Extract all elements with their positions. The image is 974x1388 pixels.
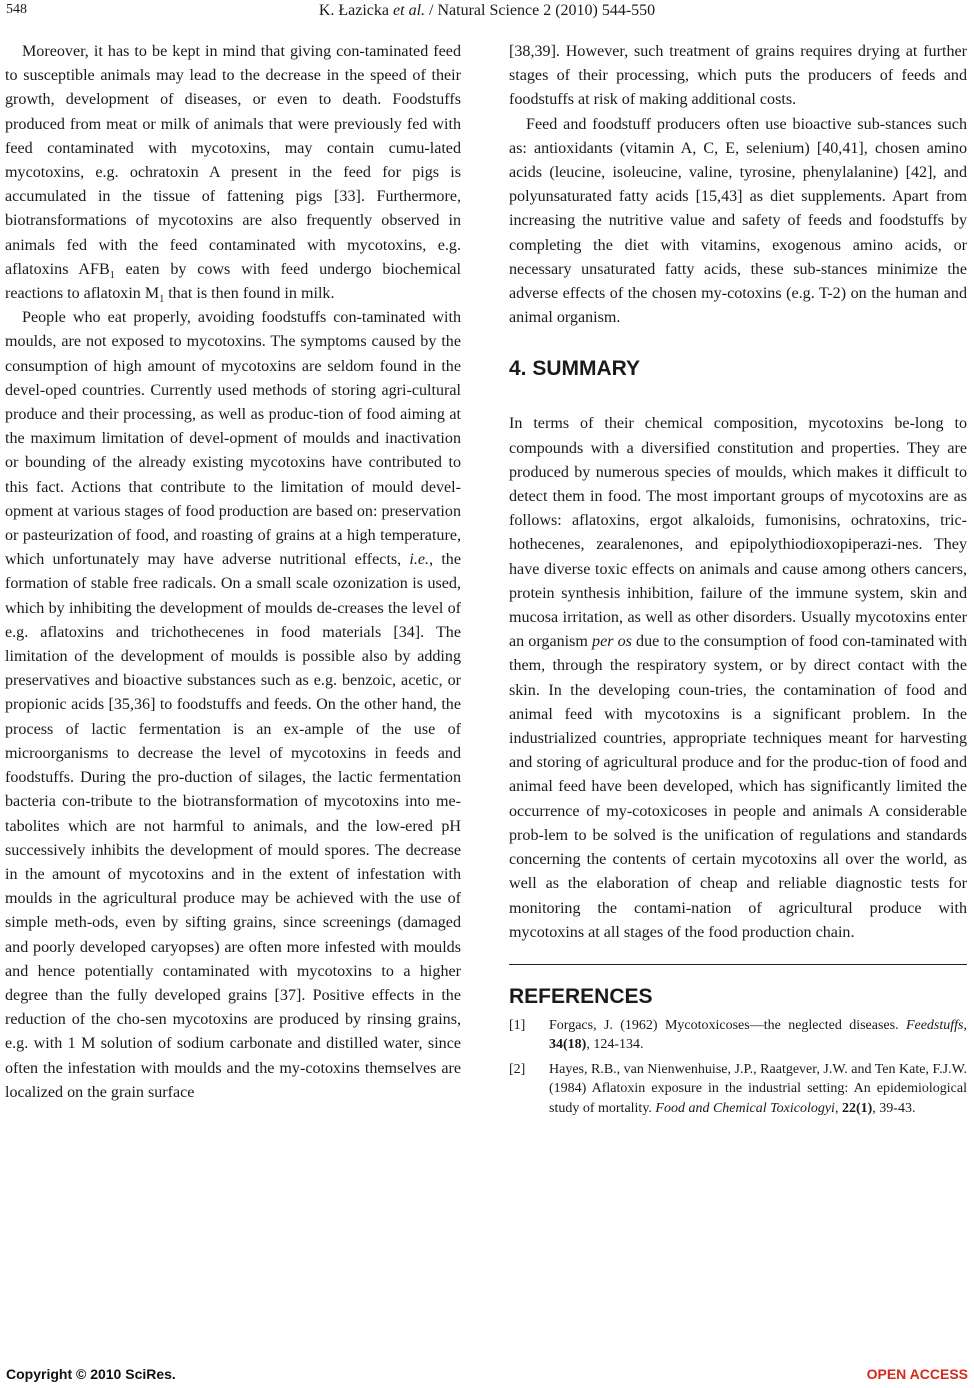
reference-pages: , 124-134. [586, 1037, 644, 1053]
reference-separator: , [963, 1017, 967, 1033]
running-head-authors: K. Łazicka [318, 2, 394, 19]
left-column [5, 40, 461, 1105]
reference-item [509, 1016, 967, 1055]
reference-separator: , [834, 1100, 842, 1116]
page-number: 548 [6, 2, 27, 17]
reference-journal: Food and Chemical Toxicologyi [655, 1100, 835, 1116]
reference-volume: 34(18) [549, 1037, 587, 1053]
paragraph-grain-treatment: [38,39]. However, such treatment of grains requires drying at further stages of their processing, which puts the producers of feeds and foodstuffs at risk of making additional costs. [509, 43, 967, 109]
paragraph-text: People who eat properly, avoiding foodstuffs con-taminated with moulds, are not exposed to mycotoxins. The symptoms caused by the consumption of high amount of mycotoxins are seldom found in the devel-oped countries. Currently used methods of storing agri-cultural produce and their processing, as well as produc-tion of food aiming at the maximum limitation of devel-opment of moulds and inactivation or bounding of the already existing mycotoxins have contributed to this fact. Actions that contribute to the limitation of mould devel-opment at various stages of food production are based on: preservation or pasteurization of food, and roasting of grains at a high temperature, which unfortunately may have adverse nutritional effects, [5, 309, 461, 569]
italic-text: i.e. [409, 551, 430, 569]
paragraph-text: eaten by cows with feed undergo biochemical reactions to aflatoxin M [5, 260, 462, 303]
reference-authors-title: Hayes, R.B., van Nienwenhuise, J.P., Raatgever, J.W. and Ten Kate, F.J.W. (1984) Aflatoxin exposure in the industrial setting: An epidemiological study of mortality. [549, 1061, 967, 1116]
paragraph-text: In terms of their chemical composition, mycotoxins be-long to compounds with a diversified constitution and properties. They are produced by numerous species of moulds, which makes it difficult to detect them in food. The most important groups of mycotoxins are as follows: aflatoxins, ergot alkaloids, fumonisins, ochratoxins, tric-hothecenes, zearalenones, and epipolythiodioxopiperazi-nes. They have diverse toxic effects on animals and cause among others cancers, protein synthesis inhibition, failure of the immune system, skin and mucosa irritation, as well as other disorders. Usually mycotoxins enter an organism [509, 415, 967, 651]
paragraph-text: that is then found in milk. [164, 285, 335, 303]
italic-text: per os [592, 633, 632, 651]
reference-text [549, 1016, 967, 1055]
running-header [0, 2, 974, 20]
reference-authors-title: Forgacs, J. (1962) Mycotoxicoses—the neglected diseases. [549, 1017, 906, 1033]
subscript: 1 [159, 294, 165, 306]
reference-number: [2] [509, 1061, 526, 1077]
reference-journal: Feedstuffs [905, 1017, 964, 1033]
section-heading-summary: 4. SUMMARY [509, 357, 641, 381]
paragraph-text: Moreover, it has to be kept in mind that giving con-taminated feed to susceptible animals may lead to the decrease in the speed of their growth, development of diseases, or even to death. Foodstuffs produced from meat or milk of animals that were previously fed with feed contaminated with mycotoxins, may contain cumu-lated mycotoxins, e.g. ochratoxin A present in the feed for pigs is accumulated in the tissue of fattening pigs [33]. Furthermore, biotransformations of mycotoxins are also frequently observed in animals fed with the feed contaminated with mycotoxins, e.g. aflatoxins AFB [5, 43, 461, 278]
reference-number: [1] [509, 1017, 526, 1033]
subscript: 1 [109, 270, 115, 282]
reference-text [549, 1060, 967, 1119]
paragraph-mould-limitation [5, 306, 461, 1105]
paragraph-text: , the formation of stable free radicals. On a small scale ozonization is used, which by inhibiting the development of moulds de-creases the level of e.g. aflatoxins and trichothecenes in food materials [34]. The limitation of the development of moulds is possible also by adding preservatives and bioactive substances such as e.g. benzoic, acetic, or propionic acids [35,36] to foodstuffs and feeds. On the other hand, the process of lactic fermentation is an ex-ample of the use of microorganisms to decrease the level of mycotoxins in feeds and foodstuffs. During the pro-duction of silages, the lactic fermentation bacteria con-tribute to the biotransformation of mycotoxins into me-tabolites which are not harmful to animals, and the low-ered pH successively inhibits the development of mould spores. The decrease in the amount of mycotoxins and in the extent of infestation with moulds in the agricultural produce may be achieved with the use of simple meth-ods, even by sifting grains, since screenings (damaged and poorly developed caryopses) are often more infested with moulds and hence potentially contaminated with mycotoxins to a higher degree than the fully developed grains [37]. Positive effects in the reduction of the cho-sen mycotoxins are produced by rinsing grains, e.g. with 1 M solution of sodium carbonate and distilled water, since often the infestation with moulds and the my-cotoxins themselves are localized on the grain surface [5, 551, 461, 1101]
running-head-journal: / Natural Science 2 (2010) 544-550 [425, 2, 656, 19]
reference-volume: 22(1) [841, 1100, 873, 1116]
running-head-etal: et al. [393, 2, 426, 19]
right-column [509, 40, 967, 1123]
references-divider [509, 964, 967, 965]
footer-copyright: Copyright © 2010 SciRes. [6, 1366, 176, 1382]
section-heading-references: REFERENCES [509, 984, 653, 1008]
reference-pages: , 39-43. [872, 1100, 916, 1116]
paragraph-feed-contamination [5, 40, 461, 306]
paragraph-summary [509, 412, 967, 944]
reference-list [509, 1016, 967, 1119]
footer-open-access: OPEN ACCESS [866, 1366, 968, 1382]
reference-item [509, 1060, 967, 1119]
paragraph-bioactive-substances: Feed and foodstuff producers often use bioactive sub-stances such as: antioxidants (vitamin A, C, E, selenium) [40,41], chosen amino acids (leucine, isoleucine, valine, tyrosine, phenylalanine) [42], and polyunsaturated fatty acids [15,43] as diet supplements. Apart from increasing the nutritive value and safety of feeds and foodstuffs by completing the diet with vitamins, exogenous amino acids, or necessary unsaturated fatty acids, these sub-stances minimize the adverse effects of the chosen my-cotoxins (e.g. T-2) on the human and animal organism. [509, 115, 967, 327]
paragraph-text: due to the consumption of food con-taminated with them, through the respiratory system, or by direct contact with the skin. In the developing coun-tries, the contamination of food and animal feed with mycotoxins is a significant problem. In the industrialized countries, appropriate techniques meant for harvesting and storing of agricultural produce and for the produc-tion of food and animal feed have been developed, which has significantly limited the occurrence of my-cotoxicoses in people and animals A considerable prob-lem to be solved is the unification of regulations and standards concerning the contents of certain mycotoxins all over the world, as well as the elaboration of cheap and reliable diagnostic tests for monitoring the contami-nation of agricultural produce with mycotoxins at all stages of the food production chain. [509, 633, 967, 941]
